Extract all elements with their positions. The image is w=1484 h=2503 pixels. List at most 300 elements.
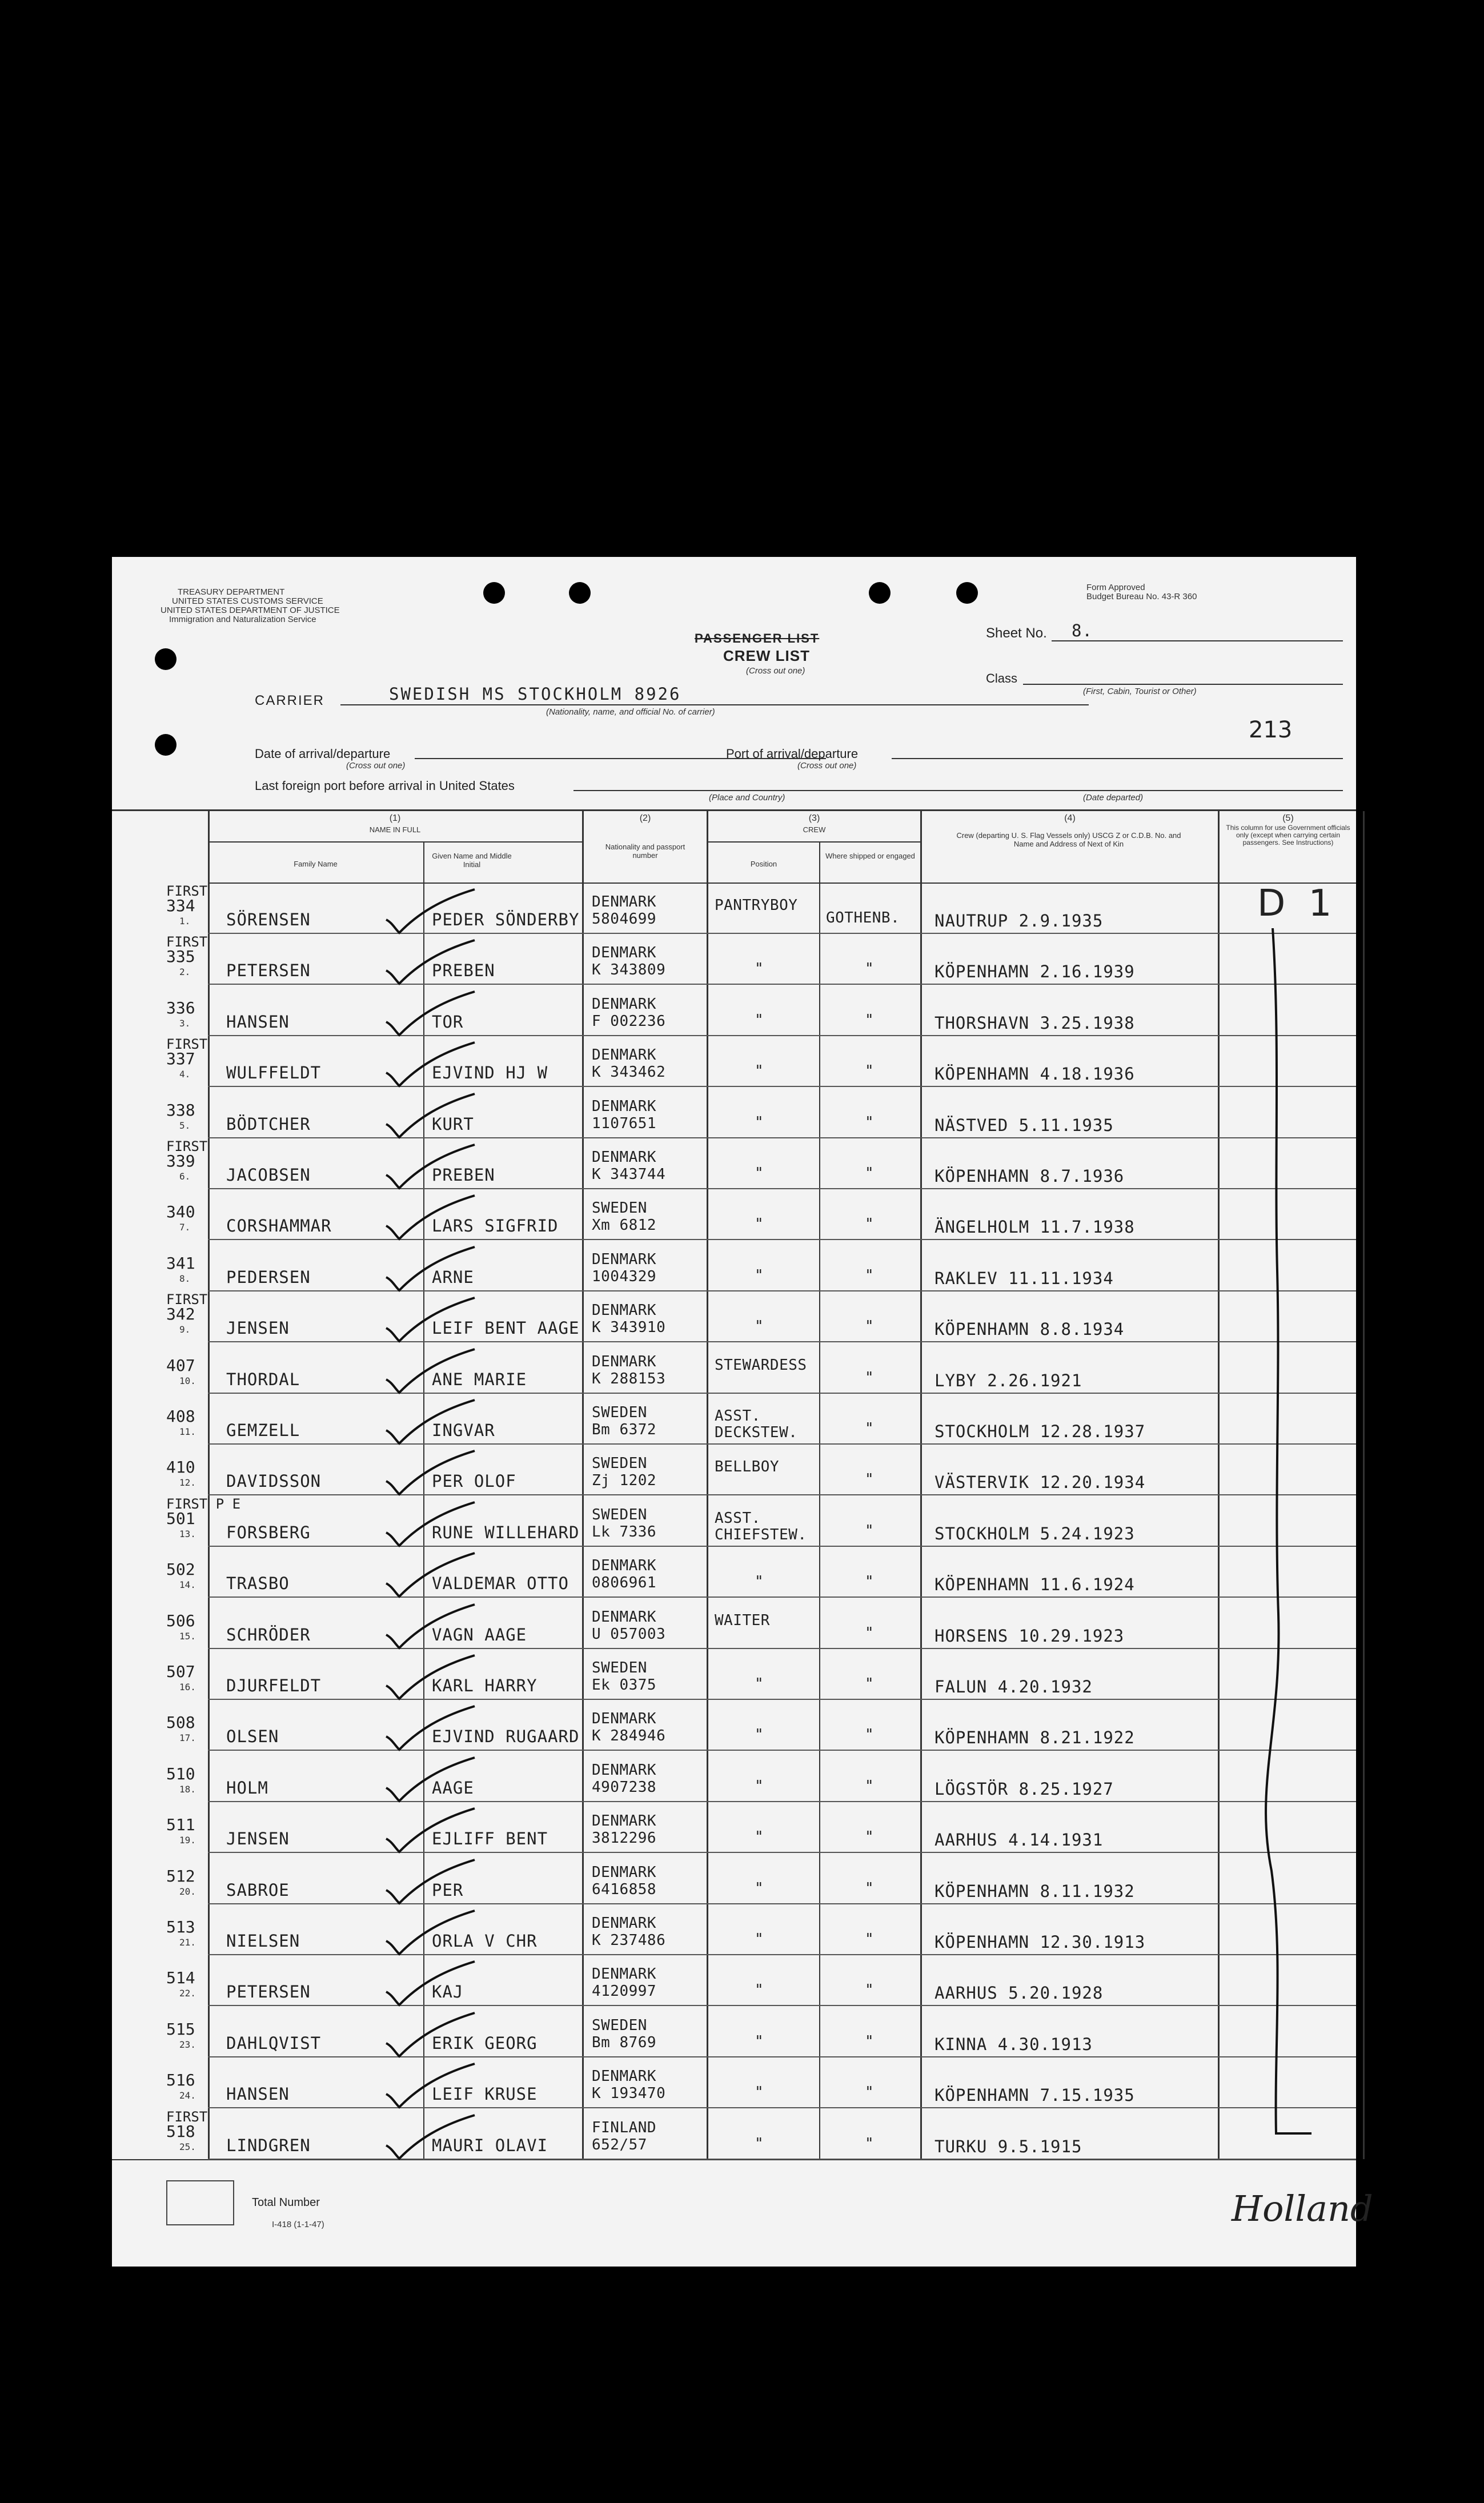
shipped-at: " bbox=[865, 1778, 875, 1795]
family-name: TRASBO bbox=[226, 1574, 290, 1593]
shipped-at: " bbox=[865, 1062, 875, 1080]
date-label: Date of arrival/departure bbox=[255, 747, 391, 761]
next-of-kin: HORSENS 10.29.1923 bbox=[934, 1626, 1125, 1646]
check-mark-icon bbox=[383, 1654, 480, 1706]
row-index: 1. bbox=[179, 916, 191, 926]
row-number: 502 bbox=[166, 1560, 195, 1579]
table-row bbox=[112, 1955, 1356, 2005]
position: " bbox=[755, 1216, 764, 1233]
nationality: DENMARK bbox=[592, 1557, 657, 1574]
nationality: SWEDEN bbox=[592, 1404, 647, 1421]
shipped-at: " bbox=[865, 1981, 875, 1999]
position: " bbox=[755, 1267, 764, 1284]
given-name: KURT bbox=[432, 1114, 474, 1134]
date-note: (Cross out one) bbox=[346, 761, 406, 771]
next-of-kin: KÖPENHAMN 8.8.1934 bbox=[934, 1319, 1125, 1339]
given-name: LEIF BENT AAGE bbox=[432, 1318, 580, 1338]
shipped-at: " bbox=[865, 1931, 875, 1948]
nationality: DENMARK bbox=[592, 1762, 657, 1779]
col2-number: (2) bbox=[639, 813, 651, 823]
nationality: SWEDEN bbox=[592, 1659, 647, 1676]
given-name: ERIK GEORG bbox=[432, 2033, 538, 2053]
family-name: JENSEN bbox=[226, 1829, 290, 1848]
passport-number: Ek 0375 bbox=[592, 1676, 657, 1694]
given-name: KARL HARRY bbox=[432, 1676, 538, 1695]
passport-number: K 288153 bbox=[592, 1370, 666, 1387]
shipped-at: " bbox=[865, 2084, 875, 2101]
shipped-at: " bbox=[865, 1828, 875, 1846]
row-index: 25. bbox=[179, 2141, 196, 2152]
port-label: Port of arrival/departure bbox=[726, 747, 859, 761]
shipped-at: " bbox=[865, 1880, 875, 1897]
family-name: BÖDTCHER bbox=[226, 1114, 311, 1134]
row-index: 14. bbox=[179, 1579, 196, 1590]
family-name: WULFFELDT bbox=[226, 1063, 322, 1082]
row-index: 4. bbox=[179, 1069, 191, 1080]
given-name: RUNE WILLEHARD bbox=[432, 1523, 580, 1542]
check-mark-icon bbox=[383, 1144, 480, 1195]
next-of-kin: KÖPENHAMN 4.18.1936 bbox=[934, 1064, 1135, 1084]
crew-list-form bbox=[112, 557, 1373, 2267]
row-number: 335 bbox=[166, 947, 195, 966]
position: " bbox=[755, 1012, 764, 1029]
row-index: 17. bbox=[179, 1732, 196, 1743]
row-index: 5. bbox=[179, 1120, 191, 1131]
place-note: (Place and Country) bbox=[709, 793, 785, 803]
given-name: PER bbox=[432, 1880, 464, 1900]
family-name: PETERSEN bbox=[226, 961, 311, 980]
col1b-header: Given Name and Middle Initial bbox=[432, 852, 512, 869]
carrier-note: (Nationality, name, and official No. of carrier) bbox=[546, 707, 715, 717]
row-index: 2. bbox=[179, 966, 191, 977]
row-prefix: FIRST bbox=[166, 2109, 208, 2125]
row-prefix: FIRST bbox=[166, 1036, 208, 1052]
table-row bbox=[112, 1699, 1356, 1750]
row-index: 20. bbox=[179, 1886, 196, 1897]
given-name: LEIF KRUSE bbox=[432, 2084, 538, 2104]
next-of-kin: KÖPENHAMN 8.21.1922 bbox=[934, 1728, 1135, 1747]
row-number: 340 bbox=[166, 1202, 195, 1221]
passport-number: Bm 8769 bbox=[592, 2034, 657, 2051]
check-mark-icon bbox=[383, 1501, 480, 1553]
check-mark-icon bbox=[383, 1960, 480, 2012]
table-row bbox=[112, 933, 1356, 984]
check-mark-icon bbox=[383, 1041, 480, 1093]
table-row bbox=[112, 1342, 1356, 1393]
row-index: 13. bbox=[179, 1529, 196, 1539]
row-prefix: FIRST bbox=[166, 1291, 208, 1307]
nationality: DENMARK bbox=[592, 1915, 657, 1932]
check-mark-icon bbox=[383, 888, 480, 940]
position: " bbox=[755, 1318, 764, 1335]
check-mark-icon bbox=[383, 1910, 480, 1961]
row-index: 15. bbox=[179, 1631, 196, 1642]
table-row bbox=[112, 1036, 1356, 1086]
sheet-label: Sheet No. bbox=[986, 625, 1047, 641]
given-name: AAGE bbox=[432, 1778, 474, 1798]
family-name: LINDGREN bbox=[226, 2136, 311, 2155]
given-name: ANE MARIE bbox=[432, 1370, 527, 1389]
row-index: 9. bbox=[179, 1324, 191, 1335]
struck-title: PASSENGER LIST bbox=[695, 631, 820, 645]
shipped-at: " bbox=[865, 1012, 875, 1029]
budget-bureau: Budget Bureau No. 43-R 360 bbox=[1086, 592, 1197, 601]
row-number: 334 bbox=[166, 896, 195, 915]
signature: Holland bbox=[1232, 2188, 1373, 2229]
table-row bbox=[112, 883, 1356, 933]
given-name: MAURI OLAVI bbox=[432, 2136, 548, 2155]
table-row bbox=[112, 1751, 1356, 1802]
next-of-kin: KÖPENHAMN 2.16.1939 bbox=[934, 962, 1135, 981]
nationality: DENMARK bbox=[592, 944, 657, 961]
next-of-kin: LYBY 2.26.1921 bbox=[934, 1371, 1082, 1390]
passport-number: Zj 1202 bbox=[592, 1472, 657, 1489]
row-prefix: FIRST P E bbox=[166, 1496, 241, 1512]
table-row bbox=[112, 1904, 1356, 1955]
next-of-kin: AARHUS 5.20.1928 bbox=[934, 1983, 1104, 2003]
family-name: HANSEN bbox=[226, 2084, 290, 2104]
check-mark-icon bbox=[383, 1093, 480, 1144]
given-name: EJVIND HJ W bbox=[432, 1063, 548, 1082]
position: PANTRYBOY bbox=[715, 897, 798, 914]
row-prefix: FIRST bbox=[166, 934, 208, 950]
nationality: SWEDEN bbox=[592, 1455, 647, 1472]
row-number: 341 bbox=[166, 1254, 195, 1273]
class-note: (First, Cabin, Tourist or Other) bbox=[1083, 687, 1197, 696]
position: " bbox=[755, 2084, 764, 2101]
punch-hole bbox=[956, 582, 978, 604]
table-row bbox=[112, 1087, 1356, 1138]
passport-number: K 343910 bbox=[592, 1319, 666, 1336]
punch-hole bbox=[483, 582, 505, 604]
shipped-at: " bbox=[865, 1369, 875, 1386]
row-index: 6. bbox=[179, 1171, 191, 1182]
passport-number: K 343744 bbox=[592, 1166, 666, 1183]
row-index: 21. bbox=[179, 1937, 196, 1948]
given-name: PREBEN bbox=[432, 1165, 495, 1185]
shipped-at: " bbox=[865, 1216, 875, 1233]
family-name: DAHLQVIST bbox=[226, 2033, 322, 2053]
row-number: 501 bbox=[166, 1509, 195, 1528]
passport-number: 652/57 bbox=[592, 2136, 647, 2153]
col3b-header: Where shipped or engaged bbox=[825, 852, 915, 860]
passport-number: K 343809 bbox=[592, 961, 666, 978]
passport-number: Xm 6812 bbox=[592, 1217, 657, 1234]
row-number: 338 bbox=[166, 1101, 195, 1120]
position: " bbox=[755, 1114, 764, 1131]
table-row bbox=[112, 1444, 1356, 1495]
row-number: 410 bbox=[166, 1458, 195, 1477]
given-name: VAGN AAGE bbox=[432, 1625, 527, 1644]
check-mark-icon bbox=[383, 1756, 480, 1808]
date-departed-note: (Date departed) bbox=[1083, 793, 1144, 803]
shipped-at: " bbox=[865, 1420, 875, 1437]
dept-line-3: UNITED STATES DEPARTMENT OF JUSTICE bbox=[161, 605, 340, 615]
family-name: GEMZELL bbox=[226, 1421, 300, 1440]
row-number: 510 bbox=[166, 1764, 195, 1783]
row-number: 513 bbox=[166, 1918, 195, 1936]
check-mark-icon bbox=[383, 1297, 480, 1348]
passport-number: 1107651 bbox=[592, 1115, 657, 1132]
family-name: DJURFELDT bbox=[226, 1676, 322, 1695]
passport-number: K 284946 bbox=[592, 1727, 666, 1744]
col5-title: This column for use Government officials only (except when carrying certain passengers. See Instructions) bbox=[1226, 824, 1350, 847]
position: " bbox=[755, 1828, 764, 1846]
row-number: 506 bbox=[166, 1611, 195, 1630]
family-name: FORSBERG bbox=[226, 1523, 311, 1542]
col3a-header: Position bbox=[750, 860, 777, 868]
next-of-kin: NÄSTVED 5.11.1935 bbox=[934, 1116, 1114, 1135]
table-row bbox=[112, 1393, 1356, 1444]
check-mark-icon bbox=[383, 939, 480, 990]
check-mark-icon bbox=[383, 1705, 480, 1756]
punch-hole bbox=[869, 582, 891, 604]
form-number: I-418 (1-1-47) bbox=[272, 2220, 324, 2229]
row-number: 512 bbox=[166, 1867, 195, 1886]
next-of-kin: ÄNGELHOLM 11.7.1938 bbox=[934, 1217, 1135, 1237]
col4-number: (4) bbox=[1064, 813, 1076, 823]
family-name: OLSEN bbox=[226, 1727, 279, 1746]
row-number: 518 bbox=[166, 2122, 195, 2141]
position: " bbox=[755, 1778, 764, 1795]
position: " bbox=[755, 960, 764, 977]
family-name: THORDAL bbox=[226, 1370, 300, 1389]
check-mark-icon bbox=[383, 1603, 480, 1655]
shipped-at: " bbox=[865, 1471, 875, 1488]
passport-number: K 343462 bbox=[592, 1064, 666, 1081]
check-mark-icon bbox=[383, 990, 480, 1042]
given-name: ORLA V CHR bbox=[432, 1931, 538, 1951]
row-index: 24. bbox=[179, 2090, 196, 2101]
family-name: CORSHAMMAR bbox=[226, 1216, 332, 1236]
shipped-at: " bbox=[865, 2033, 875, 2050]
passport-number: 3812296 bbox=[592, 1830, 657, 1847]
row-index: 10. bbox=[179, 1375, 196, 1386]
family-name: DAVIDSSON bbox=[226, 1471, 322, 1491]
next-of-kin: FALUN 4.20.1932 bbox=[934, 1677, 1093, 1696]
col1-title: NAME IN FULL bbox=[369, 825, 421, 834]
next-of-kin: VÄSTERVIK 12.20.1934 bbox=[934, 1473, 1146, 1492]
nationality: DENMARK bbox=[592, 1710, 657, 1727]
col1a-header: Family Name bbox=[294, 860, 338, 868]
row-index: 16. bbox=[179, 1682, 196, 1692]
shipped-at: " bbox=[865, 1165, 875, 1182]
next-of-kin: KINNA 4.30.1913 bbox=[934, 2035, 1093, 2054]
nationality: DENMARK bbox=[592, 893, 657, 910]
next-of-kin: STOCKHOLM 12.28.1937 bbox=[934, 1422, 1146, 1441]
family-name: HANSEN bbox=[226, 1012, 290, 1032]
nationality: DENMARK bbox=[592, 1864, 657, 1881]
next-of-kin: LÖGSTÖR 8.25.1927 bbox=[934, 1779, 1114, 1799]
row-number: 514 bbox=[166, 1968, 195, 1987]
shipped-at: " bbox=[865, 1318, 875, 1335]
punch-hole bbox=[155, 648, 177, 670]
handwritten-number: 213 bbox=[1249, 717, 1293, 743]
family-name: JENSEN bbox=[226, 1318, 290, 1338]
family-name: HOLM bbox=[226, 1778, 268, 1798]
passport-number: 6416858 bbox=[592, 1881, 657, 1898]
family-name: PEDERSEN bbox=[226, 1267, 311, 1287]
next-of-kin: KÖPENHAMN 12.30.1913 bbox=[934, 1932, 1146, 1952]
passport-number: K 193470 bbox=[592, 2085, 666, 2102]
nationality: DENMARK bbox=[592, 1609, 657, 1626]
total-box bbox=[166, 2180, 234, 2225]
row-number: 408 bbox=[166, 1407, 195, 1426]
check-mark-icon bbox=[383, 1399, 480, 1450]
table-row bbox=[112, 1802, 1356, 1852]
position: " bbox=[755, 2135, 764, 2152]
check-mark-icon bbox=[383, 2012, 480, 2063]
table-row bbox=[112, 1138, 1356, 1189]
next-of-kin: KÖPENHAMN 8.11.1932 bbox=[934, 1882, 1135, 1901]
row-number: 342 bbox=[166, 1305, 195, 1323]
next-of-kin: TURKU 9.5.1915 bbox=[934, 2137, 1082, 2156]
shipped-at: " bbox=[865, 1624, 875, 1642]
shipped-at: " bbox=[865, 1522, 875, 1539]
table-row bbox=[112, 1240, 1356, 1291]
row-number: 515 bbox=[166, 2020, 195, 2039]
check-mark-icon bbox=[383, 1194, 480, 1246]
passport-number: 1004329 bbox=[592, 1268, 657, 1285]
check-mark-icon bbox=[383, 1552, 480, 1603]
passport-number: 0806961 bbox=[592, 1574, 657, 1591]
nationality: DENMARK bbox=[592, 2068, 657, 2085]
col3-title: CREW bbox=[803, 825, 826, 834]
next-of-kin: KÖPENHAMN 11.6.1924 bbox=[934, 1575, 1135, 1594]
row-number: 337 bbox=[166, 1049, 195, 1068]
given-name: PER OLOF bbox=[432, 1471, 516, 1491]
position: BELLBOY bbox=[715, 1458, 780, 1475]
passport-number: 4120997 bbox=[592, 1983, 657, 2000]
row-number: 336 bbox=[166, 998, 195, 1017]
table-row bbox=[112, 2057, 1356, 2108]
nationality: DENMARK bbox=[592, 1098, 657, 1115]
table-row bbox=[112, 1291, 1356, 1342]
port-note: (Cross out one) bbox=[797, 761, 857, 771]
col4-title: Crew (departing U. S. Flag Vessels only) USCG Z or C.D.B. No. and Name and Address of Next of Kin bbox=[956, 831, 1181, 848]
position: ASST. DECKSTEW. bbox=[715, 1407, 798, 1441]
row-index: 8. bbox=[179, 1273, 191, 1284]
passport-number: U 057003 bbox=[592, 1626, 666, 1643]
row-number: 508 bbox=[166, 1713, 195, 1732]
shipped-at: " bbox=[865, 1267, 875, 1284]
nationality: SWEDEN bbox=[592, 1506, 647, 1523]
passport-number: F 002236 bbox=[592, 1013, 666, 1030]
family-name: SABROE bbox=[226, 1880, 290, 1900]
handwritten-brace bbox=[1249, 928, 1317, 2162]
row-index: 22. bbox=[179, 1988, 196, 1999]
family-name: JACOBSEN bbox=[226, 1165, 311, 1185]
total-label: Total Number bbox=[252, 2196, 320, 2209]
given-name: ARNE bbox=[432, 1267, 474, 1287]
check-mark-icon bbox=[383, 2114, 480, 2165]
passport-number: 4907238 bbox=[592, 1779, 657, 1796]
carrier-value: SWEDISH MS STOCKHOLM 8926 bbox=[389, 684, 681, 704]
shipped-at: " bbox=[865, 1675, 875, 1692]
col2-title: Nationality and passport number bbox=[605, 843, 685, 860]
nationality: DENMARK bbox=[592, 996, 657, 1013]
row-index: 19. bbox=[179, 1835, 196, 1846]
row-number: 511 bbox=[166, 1815, 195, 1834]
nationality: DENMARK bbox=[592, 1353, 657, 1370]
check-mark-icon bbox=[383, 1807, 480, 1859]
nationality: SWEDEN bbox=[592, 1200, 647, 1217]
table-row bbox=[112, 1189, 1356, 1240]
next-of-kin: KÖPENHAMN 7.15.1935 bbox=[934, 2085, 1135, 2105]
check-mark-icon bbox=[383, 1859, 480, 1910]
next-of-kin: THORSHAVN 3.25.1938 bbox=[934, 1013, 1135, 1033]
nationality: DENMARK bbox=[592, 1812, 657, 1830]
shipped-at: GOTHENB. bbox=[826, 909, 900, 926]
dept-line-4: Immigration and Naturalization Service bbox=[169, 615, 316, 624]
table-row bbox=[112, 1853, 1356, 1904]
row-number: 339 bbox=[166, 1152, 195, 1170]
table-row bbox=[112, 1648, 1356, 1699]
position: " bbox=[755, 1880, 764, 1897]
next-of-kin: RAKLEV 11.11.1934 bbox=[934, 1269, 1114, 1288]
shipped-at: " bbox=[865, 1573, 875, 1590]
passport-number: Bm 6372 bbox=[592, 1421, 657, 1438]
next-of-kin: KÖPENHAMN 8.7.1936 bbox=[934, 1166, 1125, 1186]
table-row bbox=[112, 1598, 1356, 1648]
title-note: (Cross out one) bbox=[746, 666, 805, 676]
row-index: 18. bbox=[179, 1784, 196, 1795]
table-row bbox=[112, 1495, 1356, 1546]
nationality: FINLAND bbox=[592, 2119, 657, 2136]
punch-hole bbox=[569, 582, 591, 604]
row-index: 7. bbox=[179, 1222, 191, 1233]
given-name: VALDEMAR OTTO bbox=[432, 1574, 569, 1593]
row-index: 12. bbox=[179, 1477, 196, 1488]
position: STEWARDESS bbox=[715, 1357, 807, 1374]
row-index: 3. bbox=[179, 1018, 191, 1029]
check-mark-icon bbox=[383, 1246, 480, 1297]
table-row bbox=[112, 985, 1356, 1036]
row-index: 23. bbox=[179, 2039, 196, 2050]
given-name: LARS SIGFRID bbox=[432, 1216, 559, 1236]
position: " bbox=[755, 2033, 764, 2050]
row-number: 407 bbox=[166, 1356, 195, 1375]
position: " bbox=[755, 1062, 764, 1080]
next-of-kin: AARHUS 4.14.1931 bbox=[934, 1830, 1104, 1850]
shipped-at: " bbox=[865, 960, 875, 977]
class-label: Class bbox=[986, 671, 1018, 685]
row-prefix: FIRST bbox=[166, 883, 208, 899]
next-of-kin: NAUTRUP 2.9.1935 bbox=[934, 911, 1104, 930]
row-number: 516 bbox=[166, 2071, 195, 2089]
nationality: DENMARK bbox=[592, 1149, 657, 1166]
passport-number: Lk 7336 bbox=[592, 1523, 657, 1541]
position: " bbox=[755, 1981, 764, 1999]
position: " bbox=[755, 1165, 764, 1182]
table-row bbox=[112, 1546, 1356, 1597]
passport-number: K 237486 bbox=[592, 1932, 666, 1949]
shipped-at: " bbox=[865, 1726, 875, 1743]
given-name: EJVIND RUGAARD bbox=[432, 1727, 580, 1746]
family-name: PETERSEN bbox=[226, 1982, 311, 2001]
given-name: EJLIFF BENT bbox=[432, 1829, 548, 1848]
sheet-number: 8. bbox=[1072, 621, 1093, 640]
col5-number: (5) bbox=[1282, 813, 1294, 823]
shipped-at: " bbox=[865, 2135, 875, 2152]
family-name: SÖRENSEN bbox=[226, 910, 311, 929]
last-port-label: Last foreign port before arrival in United States bbox=[255, 779, 515, 793]
dept-line-1: TREASURY DEPARTMENT bbox=[178, 587, 285, 597]
form-approved: Form Approved bbox=[1086, 583, 1145, 592]
nationality: DENMARK bbox=[592, 1302, 657, 1319]
given-name: PEDER SÖNDERBY bbox=[432, 910, 580, 929]
nationality: DENMARK bbox=[592, 1251, 657, 1268]
